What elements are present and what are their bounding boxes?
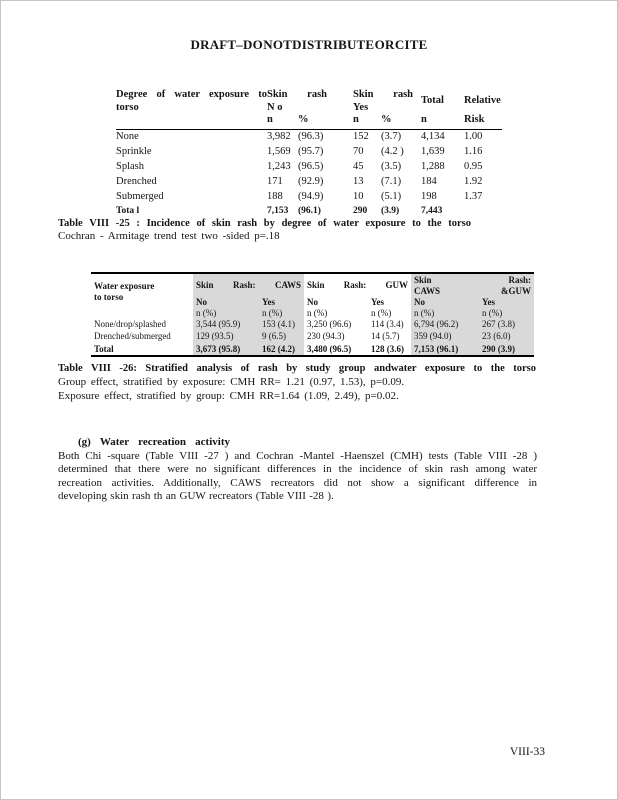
- column-header-exposure: [91, 273, 193, 318]
- cell: 70: [353, 145, 364, 157]
- row-label: Submerged: [116, 190, 164, 202]
- row-label: None/drop/splashed: [94, 319, 166, 330]
- cell: 1.00: [464, 130, 483, 142]
- column-subheader-n: n: [353, 114, 381, 129]
- cell: 188: [267, 190, 283, 202]
- row-label: Drenched/submerged: [94, 331, 171, 342]
- cell: (94.9): [298, 190, 324, 202]
- cell: 3,673 (95.8): [193, 343, 259, 356]
- column-subheader-pct: %: [298, 114, 353, 129]
- cell: 3,982: [267, 130, 291, 142]
- section-marker: (g): [78, 436, 91, 448]
- table-viii-26-caption: Table VIII -26: Stratified analysis of rash by study group andwater exposure to the torso: [58, 363, 536, 374]
- column-group-caws: [193, 273, 304, 297]
- paragraph-line: developing skin rash th an GUW recreators (Table VIII -28 ).: [58, 490, 334, 503]
- cell: 171: [267, 175, 283, 187]
- cell: 0.95: [464, 160, 483, 172]
- column-subheader-n-pct: n (%): [193, 308, 259, 319]
- cell: 114 (3.4): [371, 319, 404, 330]
- column-header-line: Yes: [353, 101, 369, 113]
- column-subheader-n-pct: n (%): [479, 308, 534, 319]
- cell: 6,794 (96.2): [411, 318, 479, 330]
- table-row: [116, 175, 502, 190]
- table-viii-25-caption: Table VIII -25 : Incidence of skin rash by degree of water exposure to the torso: [58, 218, 471, 229]
- column-subheader-pct: %: [381, 114, 421, 129]
- cell: 128 (3.6): [371, 343, 404, 354]
- cell: (3.9): [381, 205, 400, 216]
- cell: [464, 205, 502, 219]
- column-subheader-yes: Yes: [479, 297, 534, 308]
- column-header-rash-yes: [353, 89, 421, 114]
- cell: 1.37: [464, 190, 483, 202]
- exposure-effect-note: Exposure effect, stratified by group: CMH RR=1.64 (1.09, 2.49), p=0.02.: [58, 390, 399, 402]
- row-label: Sprinkle: [116, 145, 152, 157]
- table-header-row: [91, 273, 534, 297]
- column-subheader-n-pct: n (%): [259, 308, 304, 319]
- cell: 9 (6.5): [259, 331, 304, 343]
- cell: (5.1): [381, 190, 402, 202]
- cochran-armitage-note: Cochran - Armitage trend test two -sided p=.18: [58, 230, 280, 242]
- column-subheader-yes: Yes: [259, 297, 304, 308]
- column-header-total: Total: [421, 95, 444, 107]
- column-header-line: torso: [116, 101, 139, 113]
- section-title: Water recreation activity: [99, 436, 230, 448]
- column-header-line: Skin rash: [353, 89, 413, 100]
- paragraph-line: recreation activities. Additionally, CAWS recreators did not show a significant difference in: [58, 476, 537, 489]
- cell: 23 (6.0): [479, 331, 534, 343]
- cell: 267 (3.8): [479, 318, 534, 330]
- cell: 1,569: [267, 145, 291, 157]
- table-viii-25: [116, 89, 502, 218]
- cell: 45: [353, 160, 364, 172]
- cell: (96.5): [298, 160, 324, 172]
- column-header-line: Skin Rash: GUW: [307, 280, 408, 291]
- column-header-line: Skin Rash: CAWS: [196, 280, 301, 291]
- table-row: [116, 145, 502, 160]
- cell: (3.7): [381, 130, 402, 142]
- row-label: Tota l: [116, 205, 140, 216]
- table-row: [91, 318, 534, 330]
- group-effect-note: Group effect, stratified by exposure: CMH RR= 1.21 (0.97, 1.53), p=0.09.: [58, 376, 405, 388]
- column-group-guw: [304, 273, 411, 297]
- column-subheader-no: No: [307, 297, 318, 308]
- table-viii-26: [91, 272, 534, 357]
- table-total-row: [91, 343, 534, 356]
- page-number: VIII-33: [509, 746, 545, 758]
- cell: 1,243: [267, 160, 291, 172]
- cell: 13: [353, 175, 364, 187]
- column-group-caws-and-guw: [411, 273, 534, 297]
- cell: (92.9): [298, 175, 324, 187]
- cell: 1.16: [464, 145, 483, 157]
- cell: 198: [421, 190, 437, 202]
- column-header-line: N o: [267, 101, 283, 113]
- cell: 230 (94.3): [307, 331, 345, 342]
- column-subheader-yes: Yes: [371, 297, 384, 308]
- cell: 7,153: [267, 205, 289, 216]
- cell: 14 (5.7): [371, 331, 400, 342]
- table-row: [91, 331, 534, 343]
- cell: 184: [421, 175, 437, 187]
- column-header-line: Skin rash: [267, 89, 327, 100]
- column-header-line: Skin Rash:: [414, 275, 532, 285]
- cell: (96.3): [298, 130, 324, 142]
- table-row: [116, 129, 502, 144]
- section-g-heading: [78, 436, 230, 448]
- column-subheader-risk: Risk: [464, 114, 502, 129]
- cell: (4.2 ): [381, 145, 404, 157]
- cell: 153 (4.1): [259, 318, 304, 330]
- column-header-line: Degree of water exposure to: [116, 89, 267, 100]
- paragraph-line: determined that there were no significant differences in the incidence of skin rash among water: [58, 463, 537, 476]
- cell: 290 (3.9): [479, 343, 534, 356]
- column-subheader-no: No: [193, 297, 259, 308]
- row-label: Total: [94, 343, 114, 354]
- column-subheader-n-pct: n (%): [411, 308, 479, 319]
- cell: 162 (4.2): [259, 343, 304, 356]
- column-subheader-n: n: [267, 114, 298, 129]
- row-label: Drenched: [116, 175, 157, 187]
- row-label: None: [116, 130, 139, 142]
- cell: 10: [353, 190, 364, 202]
- cell: 7,443: [421, 205, 443, 216]
- column-header-line: CAWS &GUW: [414, 285, 532, 296]
- cell: 290: [353, 205, 368, 216]
- cell: (96.1): [298, 205, 321, 216]
- column-header-line: to torso: [94, 291, 124, 302]
- cell: 1,288: [421, 160, 445, 172]
- cell: 4,134: [421, 130, 445, 142]
- table-row: [116, 160, 502, 175]
- table-header-row: [116, 89, 502, 114]
- column-subheader-n: n: [421, 114, 464, 129]
- cell: 1,639: [421, 145, 445, 157]
- cell: (3.5): [381, 160, 402, 172]
- table-row: [116, 190, 502, 205]
- cell: 129 (93.5): [193, 331, 259, 343]
- cell: 3,480 (96.5): [307, 343, 352, 354]
- cell: 3,544 (95.9): [193, 318, 259, 330]
- column-subheader-n-pct: n (%): [307, 307, 328, 318]
- column-header-relative: Relative: [464, 95, 501, 107]
- cell: 7,153 (96.1): [411, 343, 479, 356]
- section-g-paragraph: [58, 450, 537, 504]
- table-subheader-row: [116, 114, 502, 129]
- cell: 3,250 (96.6): [307, 319, 352, 330]
- cell: (95.7): [298, 145, 324, 157]
- cell: 152: [353, 130, 369, 142]
- cell: 1.92: [464, 175, 483, 187]
- table-total-row: [116, 205, 502, 219]
- column-header-line: Water exposure: [94, 281, 155, 292]
- column-subheader-empty: [116, 114, 267, 129]
- document-header-title: DRAFT–DO NOT DISTRIBUTE OR CITE: [190, 37, 428, 52]
- column-subheader-n-pct: n (%): [371, 307, 392, 318]
- cell: (7.1): [381, 175, 402, 187]
- paragraph-line: Both Chi -square (Table VIII -27 ) and Cochran -Mantel -Haenszel (CMH) tests (Table VIII -28 ): [58, 450, 537, 462]
- cell: 359 (94.0): [411, 331, 479, 343]
- column-header-exposure: [116, 89, 267, 114]
- column-subheader-no: No: [411, 297, 479, 308]
- row-label: Splash: [116, 160, 145, 172]
- column-header-rash-no: [267, 89, 353, 114]
